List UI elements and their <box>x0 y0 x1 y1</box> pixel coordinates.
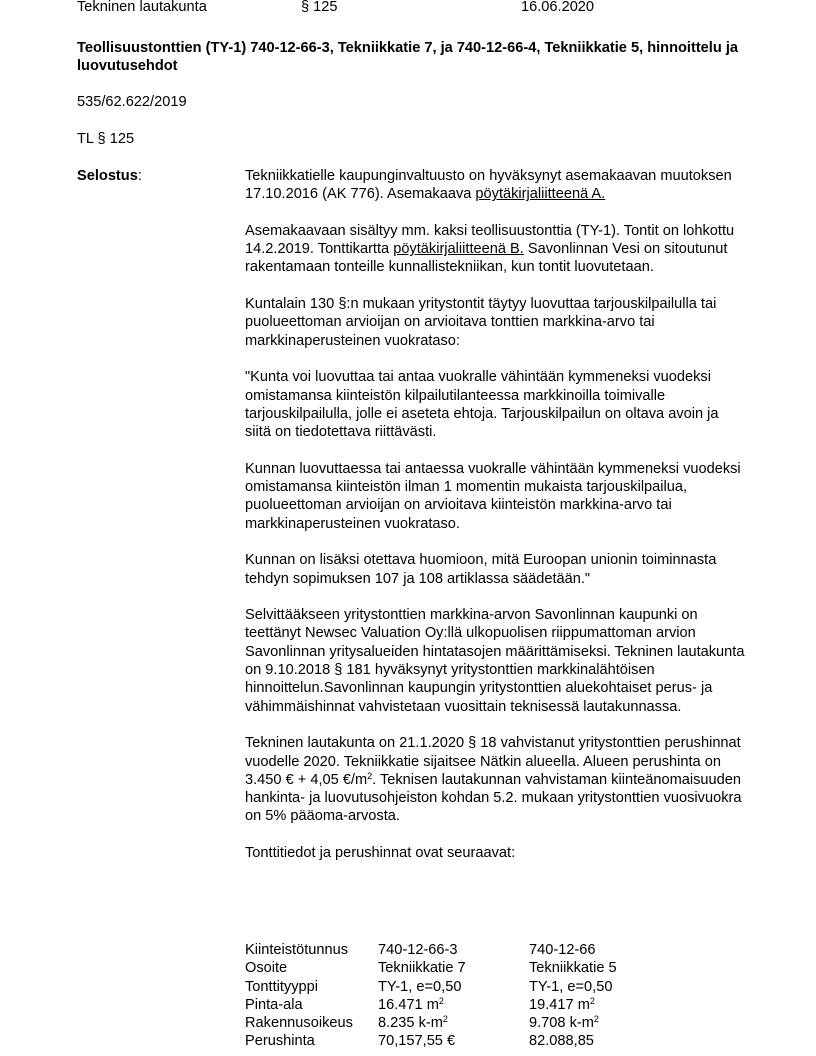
table-row <box>245 978 649 996</box>
plot-a-value <box>378 941 529 959</box>
paragraph-2-text: Asemakaavaan sisältyy mm. kaksi teollisuustonttia (TY-1). Tontit on lohkottu 14.2.2019. Tonttikartta <box>245 222 735 258</box>
paragraph-2-rest: Savonlinnan Vesi on sitoutunut rakentamaan tonteille kunnallistekniikan, kun tontit luovutetaan. <box>245 241 728 276</box>
plot-a-superscript: 2 <box>438 995 444 1006</box>
plot-a-text: 740-12-66-3 <box>378 942 458 958</box>
paragraph-6: Kunnan on lisäksi otettava huomioon, mitä Euroopan unionin toiminnasta tehdyn sopimuksen 107 ja 108 artiklassa säädetään." <box>245 552 717 587</box>
selostus-label <box>77 167 142 185</box>
paragraph-1 <box>245 167 745 204</box>
plot-a-value <box>378 1014 529 1032</box>
plot-b-superscript: 2 <box>593 1014 599 1025</box>
case-number: 535/62.622/2019 <box>77 94 187 110</box>
paragraph-4: "Kunta voi luovuttaa tai antaa vuokralle vähintään kymmeneksi vuodeksi omistamansa kiinteistön kilpailutilanteessa markkinoilla toimivalle tarjouskilpailulla, jolle ei aseteta ehtoja. Tarjouskilpailun on oltava avoin ja siitä on tiedotettava riittävästi. <box>245 369 719 441</box>
table-row <box>245 996 649 1014</box>
paragraph-1-text: Tekniikkatielle kaupunginvaltuusto on hyväksynyt asemakaavan muutoksen 17.10.2016 (AK 776). Asemakaava <box>245 168 732 203</box>
plot-b-text: 740-12-66 <box>529 942 596 958</box>
table-row <box>245 959 649 977</box>
row-label: Osoite <box>245 960 288 977</box>
selostus-label-text: Selostus <box>77 168 138 184</box>
row-label: Rakennusoikeus <box>245 1015 353 1032</box>
table-row <box>245 1032 649 1050</box>
plot-a-text: Tekniikkatie 7 <box>378 960 466 977</box>
plot-b-value <box>529 1014 649 1032</box>
row-label: Pinta-ala <box>245 996 303 1013</box>
reference: TL § 125 <box>77 131 135 147</box>
paragraph-8-part-a: Tekninen lautakunta on 21.1.2020 § 18 vahvistanut yritystonttien perushinnat vuodelle 2020. Tekniikkatie sijaitsee Nätkin alueella. Alueen perushinta on 3.450 € + 4,05 €/m <box>245 735 741 788</box>
plot-b-value <box>529 941 649 959</box>
plot-b-value <box>529 996 649 1014</box>
plot-b-value <box>529 959 649 977</box>
paragraph-8 <box>245 734 745 825</box>
plot-a-text: 16.471 m <box>378 996 439 1013</box>
selostus-label-colon: : <box>137 168 142 184</box>
plot-a-value <box>378 959 529 977</box>
plot-b-value <box>529 978 649 996</box>
table-row <box>245 941 649 959</box>
paragraph-8-part-b: . Teknisen lautakunnan vahvistaman kiinteänomaisuuden hankinta- ja luovutusohjeiston kohdan 5.2. mukaan yritystonttien vuosivuokra on 5% pääoma-arvosta. <box>245 771 742 825</box>
plot-b-value <box>529 1032 649 1050</box>
plot-a-superscript: 2 <box>442 1014 448 1025</box>
plot-a-value <box>378 978 529 996</box>
plot-b-text: 82.088,85 <box>529 1033 594 1050</box>
row-label: Tonttityyppi <box>245 978 319 995</box>
plot-b-superscript: 2 <box>589 995 595 1006</box>
paragraph-8-superscript: 2 <box>367 770 373 781</box>
header-section: § 125 <box>301 0 338 15</box>
attachment-b-link[interactable]: pöytäkirjaliitteenä B. <box>393 241 524 258</box>
document-title: Teollisuustonttien (TY-1) 740-12-66-3, Tekniikkatie 7, ja 740-12-66-4, Tekniikkatie 5, hinnoittelu ja luovutusehdot <box>77 40 738 75</box>
row-label: Kiinteistötunnus <box>245 942 349 958</box>
plot-b-text: Tekniikkatie 5 <box>529 960 617 977</box>
plot-table-body <box>245 941 649 1051</box>
paragraph-7: Selvittääkseen yritystonttien markkina-arvon Savonlinnan kaupunki on teettänyt Newsec Valuation Oy:llä ulkopuolisen riippumattoman arvion Savonlinnan yritysalueiden hintatasojen määrittämiseksi. Tekninen lautakunta on 9.10.2018 § 181 hyväksynyt yritystonttien markkinalähtöisen hinnoittelun.Savonlinnan kaupungin yritystonttien aluekohtaiset perus- ja vähimmäishinnat vahvistetaan vuosittain teknisessä lautakunnassa. <box>245 607 745 715</box>
paragraph-5: Kunnan luovuttaessa tai antaessa vuokralle vähintään kymmeneksi vuodeksi omistamansa kiinteistön ilman 1 momentin mukaista tarjouskilpailua, puolueettoman arvioijan on arvioitava kiinteistön markkina-arvo tai markkinaperusteinen vuokrataso. <box>245 460 741 532</box>
paragraph-2 <box>245 222 745 277</box>
plot-a-text: 70,157,55 € <box>378 1033 456 1050</box>
plot-b-text: 9.708 k-m <box>529 1015 594 1032</box>
table-row <box>245 1014 649 1032</box>
paragraph-3: Kuntalain 130 §:n mukaan yritystontit täytyy luovuttaa tarjouskilpailulla tai puolueettoman arvioijan on arvioitava tonttien markkina-arvo tai markkinaperusteinen vuokrataso: <box>245 296 717 349</box>
row-label: Perushinta <box>245 1033 315 1050</box>
plot-b-text: TY-1, e=0,50 <box>529 978 613 995</box>
header-body-name: Tekninen lautakunta <box>77 0 207 15</box>
plot-table <box>245 941 649 1051</box>
plot-a-text: 8.235 k-m <box>378 1015 443 1032</box>
header-date: 16.06.2020 <box>521 0 595 15</box>
plot-a-value <box>378 1032 529 1050</box>
plot-a-value <box>378 996 529 1014</box>
selostus-body <box>245 167 745 881</box>
paragraph-9: Tonttitiedot ja perushinnat ovat seuraavat: <box>245 844 516 861</box>
plot-a-text: TY-1, e=0,50 <box>378 978 462 995</box>
attachment-a-link[interactable]: pöytäkirjaliitteenä A. <box>475 186 606 203</box>
plot-b-text: 19.417 m <box>529 996 590 1013</box>
